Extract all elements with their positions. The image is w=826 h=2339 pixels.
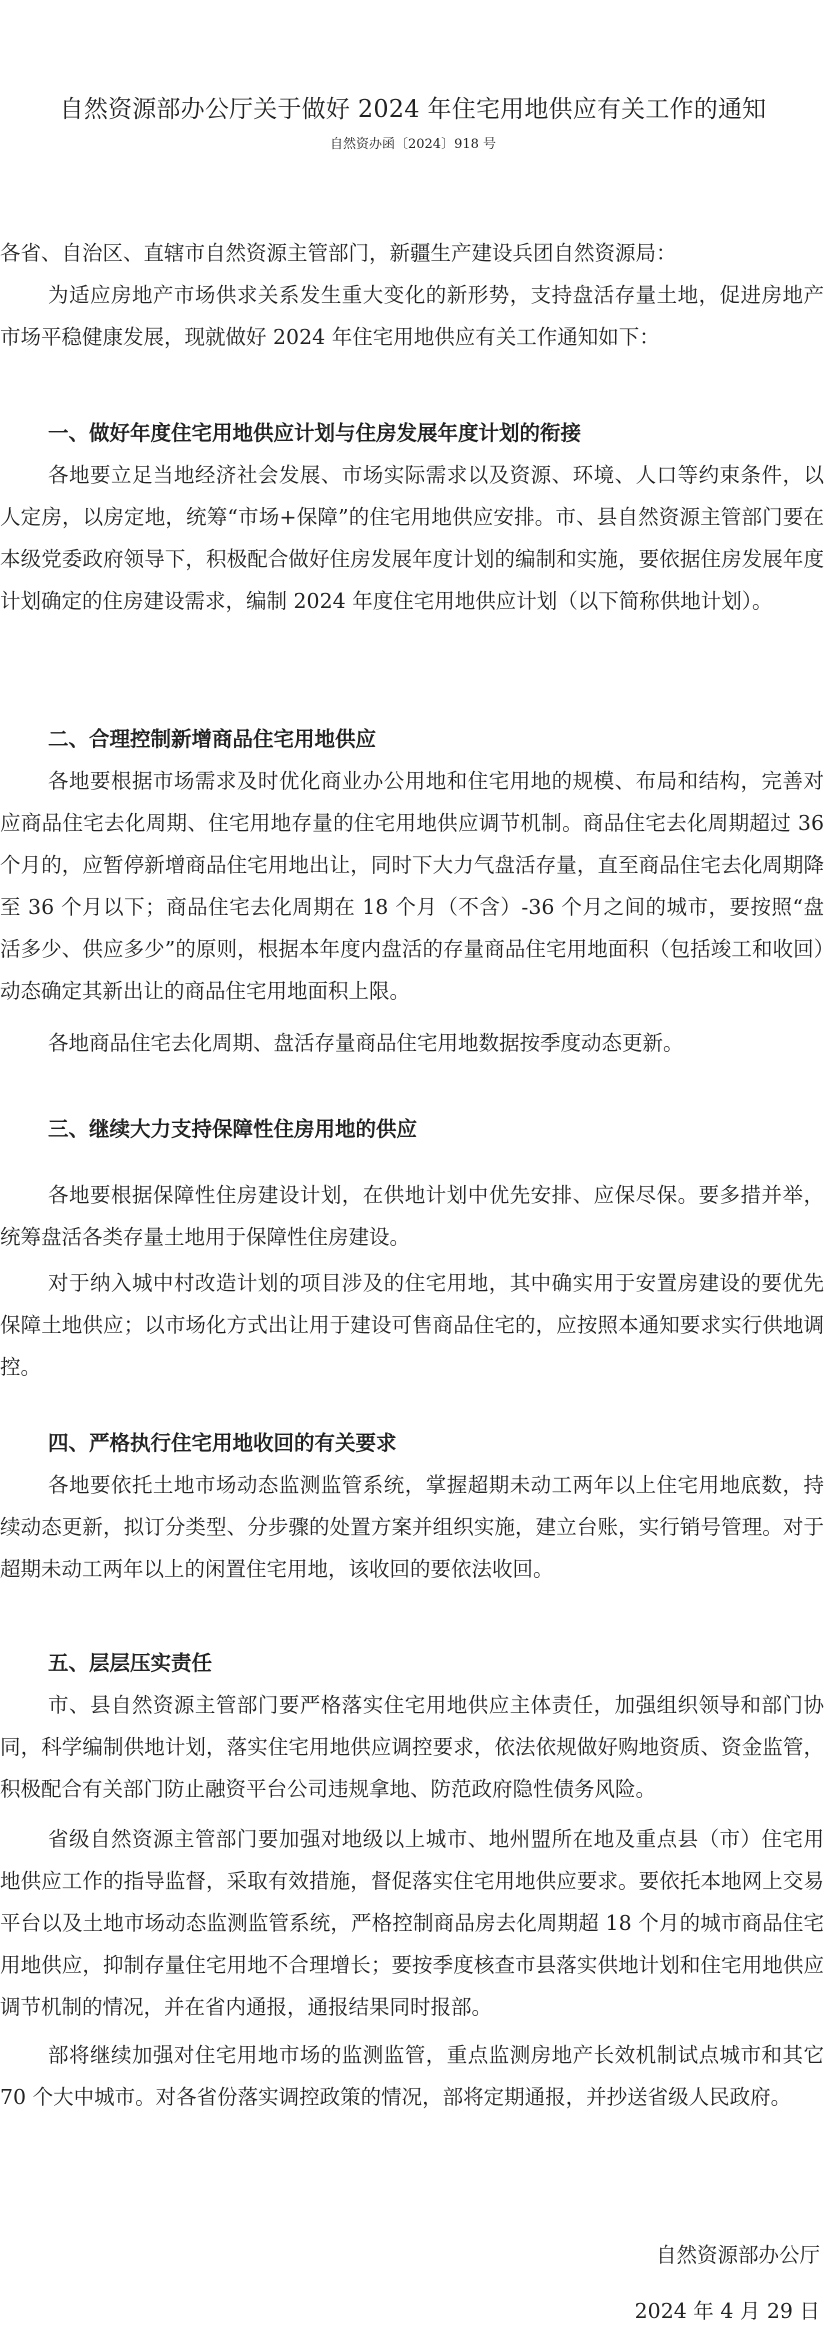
document-number: 自然资办函〔2024〕918 号 bbox=[329, 137, 497, 152]
section-3-paragraph-1: 各地要根据保障性住房建设计划，在供地计划中优先安排、应保尽保。要多措并举，统筹盘活各类存量土地用于保障性住房建设。 bbox=[0, 1183, 824, 1249]
section-heading-3: 三、继续大力支持保障性住房用地的供应 bbox=[48, 1117, 417, 1141]
section-5-paragraph-1: 市、县自然资源主管部门要严格落实住宅用地供应主体责任，加强组织领导和部门协同，科学编制供地计划，落实住宅用地供应调控要求，依法依规做好购地资质、资金监管，积极配合有关部门防止融资平台公司违规拿地、防范政府隐性债务风险。 bbox=[0, 1693, 824, 1801]
section-3-paragraph-2: 对于纳入城中村改造计划的项目涉及的住宅用地，其中确实用于安置房建设的要优先保障土地供应；以市场化方式出让用于建设可售商品住宅的，应按照本通知要求实行供地调控。 bbox=[0, 1271, 824, 1379]
section-2-paragraph-1: 各地要根据市场需求及时优化商业办公用地和住宅用地的规模、布局和结构，完善对应商品住宅去化周期、住宅用地存量的住宅用地供应调节机制。商品住宅去化周期超过 36 个月的，应暂停新增商品住宅用地出让，同时下大力气盘活存量，直至商品住宅去化周期降至 36 个月以下；商品住宅去化周期在 18 个月（不含）-36 个月之间的城市，要按照“盘活多少、供应多少”的原则，根据本年度内盘活的存量商品住宅用地面积（包括竣工和收回）动态确定其新出让的商品住宅用地面积上限。 bbox=[0, 769, 824, 1003]
section-heading-1: 一、做好年度住宅用地供应计划与住房发展年度计划的衔接 bbox=[48, 421, 581, 445]
section-5-paragraph-2: 省级自然资源主管部门要加强对地级以上城市、地州盟所在地及重点县（市）住宅用地供应工作的指导监督，采取有效措施，督促落实住宅用地供应要求。要依托本地网上交易平台以及土地市场动态监测监管系统，严格控制商品房去化周期超 18 个月的城市商品住宅用地供应，抑制存量住宅用地不合理增长；要按季度核查市县落实供地计划和住宅用地供应调节机制的情况，并在省内通报，通报结果同时报部。 bbox=[0, 1827, 824, 2019]
section-5-paragraph-3: 部将继续加强对住宅用地市场的监测监管，重点监测房地产长效机制试点城市和其它 70 个大中城市。对各省份落实调控政策的情况，部将定期通报，并抄送省级人民政府。 bbox=[0, 2043, 824, 2109]
section-heading-2: 二、合理控制新增商品住宅用地供应 bbox=[48, 727, 376, 751]
section-4-paragraph-1: 各地要依托土地市场动态监测监管系统，掌握超期未动工两年以上住宅用地底数，持续动态更新，拟订分类型、分步骤的处置方案并组织实施，建立台账，实行销号管理。对于超期未动工两年以上的闲置住宅用地，该收回的要依法收回。 bbox=[0, 1473, 824, 1581]
section-2-paragraph-2: 各地商品住宅去化周期、盘活存量商品住宅用地数据按季度动态更新。 bbox=[48, 1031, 684, 1055]
section-1-paragraph-1: 各地要立足当地经济社会发展、市场实际需求以及资源、环境、人口等约束条件，以人定房，以房定地，统筹“市场+保障”的住宅用地供应安排。市、县自然资源主管部门要在本级党委政府领导下，积极配合做好住房发展年度计划的编制和实施，要依据住房发展年度计划确定的住房建设需求，编制 2024 年度住宅用地供应计划（以下简称供地计划）。 bbox=[0, 463, 824, 613]
section-heading-4: 四、严格执行住宅用地收回的有关要求 bbox=[48, 1431, 397, 1455]
section-heading-5: 五、层层压实责任 bbox=[48, 1651, 212, 1675]
signature-date: 2024 年 4 月 29 日 bbox=[634, 2299, 820, 2323]
intro-paragraph: 为适应房地产市场供求关系发生重大变化的新形势，支持盘活存量土地，促进房地产市场平稳健康发展，现就做好 2024 年住宅用地供应有关工作通知如下： bbox=[0, 283, 824, 349]
salutation: 各省、自治区、直辖市自然资源主管部门，新疆生产建设兵团自然资源局： bbox=[0, 241, 677, 265]
document-title: 自然资源部办公厅关于做好 2024 年住宅用地供应有关工作的通知 bbox=[59, 95, 767, 123]
signature-issuer: 自然资源部办公厅 bbox=[656, 2243, 820, 2267]
